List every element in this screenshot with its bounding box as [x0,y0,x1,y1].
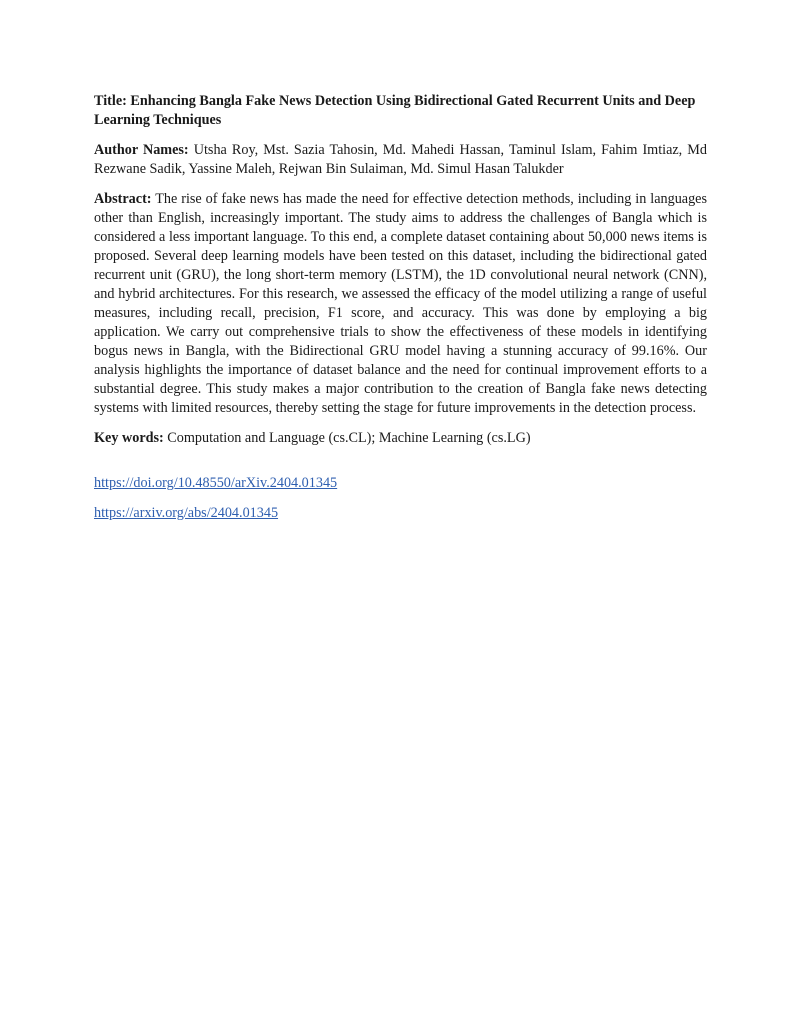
abstract [94,190,707,418]
links-section [94,474,707,523]
abstract-text: The rise of fake news has made the need for effective detection methods, including in languages other than English, increasingly important. The study aims to address the challenges of Bangla which is considered a less important language. To this end, a complete dataset containing about 50,000 news items is proposed. Several deep learning models have been tested on this dataset, including the bidirectional gated recurrent unit (GRU), the long short-term memory (LSTM), the 1D convolutional neural network (CNN), and hybrid architectures. For this research, we assessed the efficacy of the model utilizing a range of useful measures, including recall, precision, F1 score, and accuracy. This was done by employing a big application. We carry out comprehensive trials to show the effectiveness of these models in identifying bogus news in Bangla, with the Bidirectional GRU model having a stunning accuracy of 99.16%. Our analysis highlights the importance of dataset balance and the need for continual improvement efforts to a substantial degree. This study makes a major contribution to the creation of Bangla fake news detecting systems with limited resources, thereby setting the stage for future improvements in the detection process. [94,191,708,416]
doi-link-line [94,474,707,493]
arxiv-link-line [94,504,707,523]
keywords-label: Key words: [94,430,164,446]
keywords [94,429,707,448]
title-text: Enhancing Bangla Fake News Detection Using Bidirectional Gated Recurrent Units and Deep Learning Techniques [94,93,696,128]
author-names [94,141,707,179]
arxiv-link[interactable]: https://arxiv.org/abs/2404.01345 [94,505,279,521]
authors-text: Utsha Roy, Mst. Sazia Tahosin, Md. Mahedi Hassan, Taminul Islam, Fahim Imtiaz, Md Rezwane Sadik, Yassine Maleh, Rejwan Bin Sulaiman, Md. Simul Hasan Talukder [94,142,707,177]
title-label: Title: [94,93,127,109]
authors-label: Author Names: [94,142,189,158]
abstract-label: Abstract: [94,191,152,207]
document-body [94,92,707,534]
keywords-text: Computation and Language (cs.CL); Machine Learning (cs.LG) [167,430,531,446]
doi-link[interactable]: https://doi.org/10.48550/arXiv.2404.01345 [94,475,338,491]
paper-title [94,92,707,130]
